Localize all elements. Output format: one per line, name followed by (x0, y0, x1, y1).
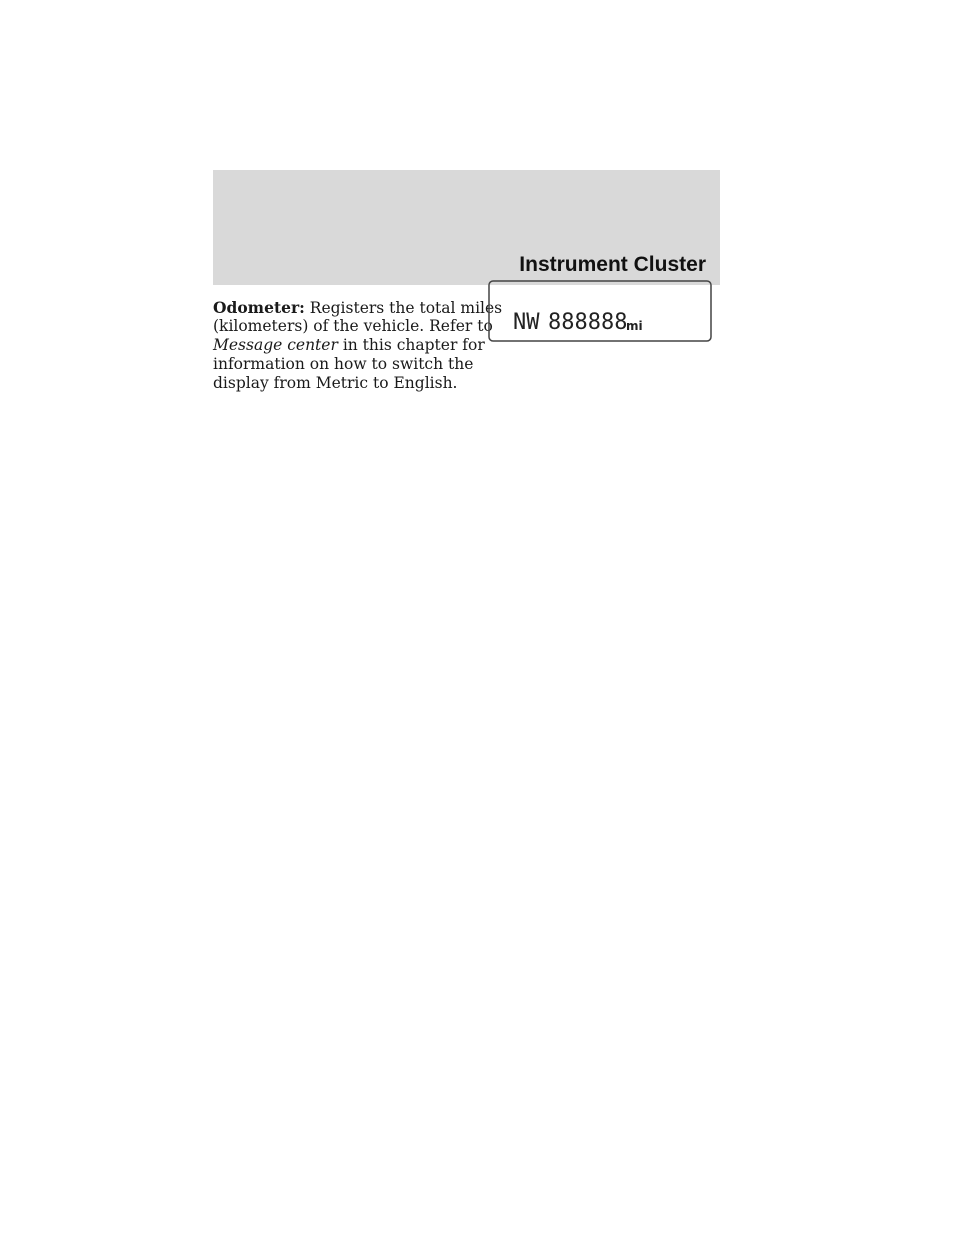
odometer-text-3: in this chapter for (342, 336, 485, 354)
header-band (213, 170, 720, 285)
message-center-ref: Message center (213, 336, 338, 354)
odometer-line-1 (213, 298, 502, 318)
odometer-display-figure (488, 280, 712, 342)
odometer-line-5: display from Metric to English. (213, 374, 458, 392)
odometer-line-3 (213, 336, 485, 355)
odometer-prefix: NW (513, 310, 540, 335)
odometer-term: Odometer: (213, 298, 305, 317)
odometer-digits: 888888 (548, 310, 628, 335)
odometer-line-4: information on how to switch the (213, 355, 474, 373)
odometer-line-2: (kilometers) of the vehicle. Refer to (213, 317, 493, 335)
section-title: Instrument Cluster (519, 253, 706, 276)
odometer-unit: mi (626, 319, 643, 333)
odometer-text: Registers the total miles (309, 299, 503, 317)
